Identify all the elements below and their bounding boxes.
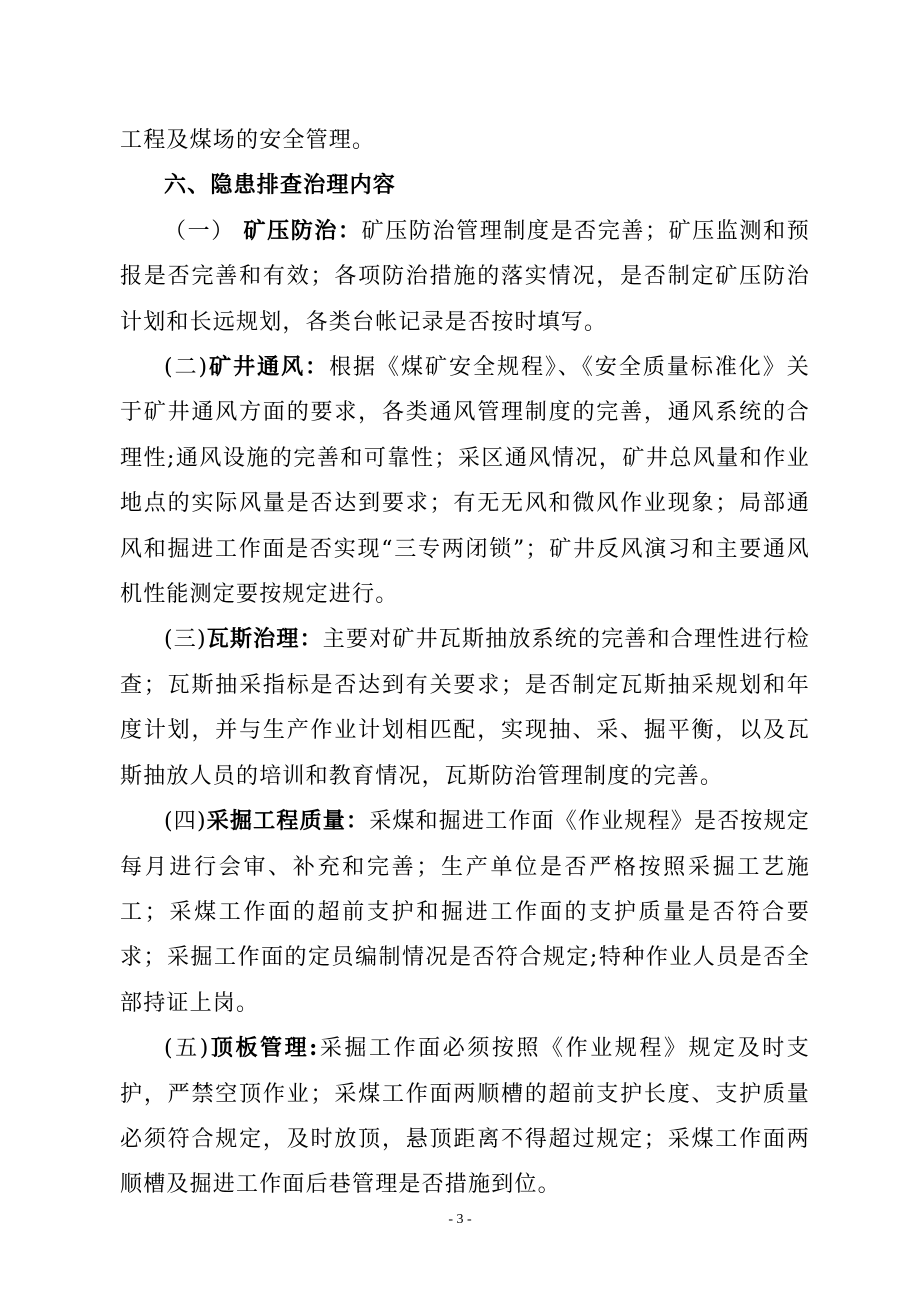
item-number: （一） bbox=[164, 218, 244, 244]
section-title: 六、隐患排查治理内容 bbox=[164, 172, 397, 199]
item-text: 采掘工作面必须按照《作业规程》规定及时支护，严禁空顶作业；采煤工作面两顺槽的超前支护长度、支护质量必须符合规定，及时放顶，悬顶距离不得超过规定；采煤工作面两顺槽及掘进工作面后巷管理是否措施到位。 bbox=[120, 1036, 810, 1198]
item-label: 矿压防治： bbox=[243, 217, 362, 244]
document-body bbox=[120, 118, 810, 1208]
item-label: 采掘工程质量： bbox=[206, 808, 370, 835]
item-number: (五) bbox=[164, 1036, 210, 1062]
item-number: (二) bbox=[164, 355, 209, 381]
item-text: 矿压防治管理制度是否完善；矿压监测和预报是否完善和有效；各项防治措施的落实情况，是否制定矿压防治计划和长远规划，各类台帐记录是否按时填写。 bbox=[120, 218, 810, 335]
item-text: 根据《煤矿安全规程》、《安全质量标准化》关于矿井通风方面的要求，各类通风管理制度的完善，通风系统的合理性;通风设施的完善和可靠性；采区通风情况，矿井总风量和作业地点的实际风量是否达到要求；有无无风和微风作业现象；局部通风和掘进工作面是否实现“三专两闭锁”；矿井反风演习和主要通风机性能测定要按规定进行。 bbox=[120, 355, 810, 608]
item-ventilation bbox=[120, 345, 810, 617]
item-number: (三) bbox=[164, 627, 207, 653]
item-gas-control bbox=[120, 617, 810, 799]
item-mining-quality bbox=[120, 799, 810, 1026]
item-text: 采煤和掘进工作面《作业规程》是否按规定每月进行会审、补充和完善；生产单位是否严格按照采掘工艺施工；采煤工作面的超前支护和掘进工作面的支护质量是否符合要求；采掘工作面的定员编制情况是否符合规定;特种作业人员是否全部持证上岗。 bbox=[120, 809, 810, 1016]
intro-line: 工程及煤场的安全管理。 bbox=[120, 128, 376, 153]
item-roof-management bbox=[120, 1026, 810, 1208]
item-rock-pressure bbox=[120, 209, 810, 345]
page-number: - 3 - bbox=[448, 1212, 472, 1227]
item-label: 瓦斯治理： bbox=[206, 626, 323, 653]
item-label: 矿井通风： bbox=[208, 354, 330, 381]
item-text: 主要对矿井瓦斯抽放系统的完善和合理性进行检查；瓦斯抽采指标是否达到有关要求；是否制定瓦斯抽采规划和年度计划，并与生产作业计划相匹配，实现抽、采、掘平衡，以及瓦斯抽放人员的培训和教育情况，瓦斯防治管理制度的完善。 bbox=[120, 627, 810, 789]
item-number: (四) bbox=[164, 809, 207, 835]
item-label: 顶板管理: bbox=[209, 1035, 319, 1062]
